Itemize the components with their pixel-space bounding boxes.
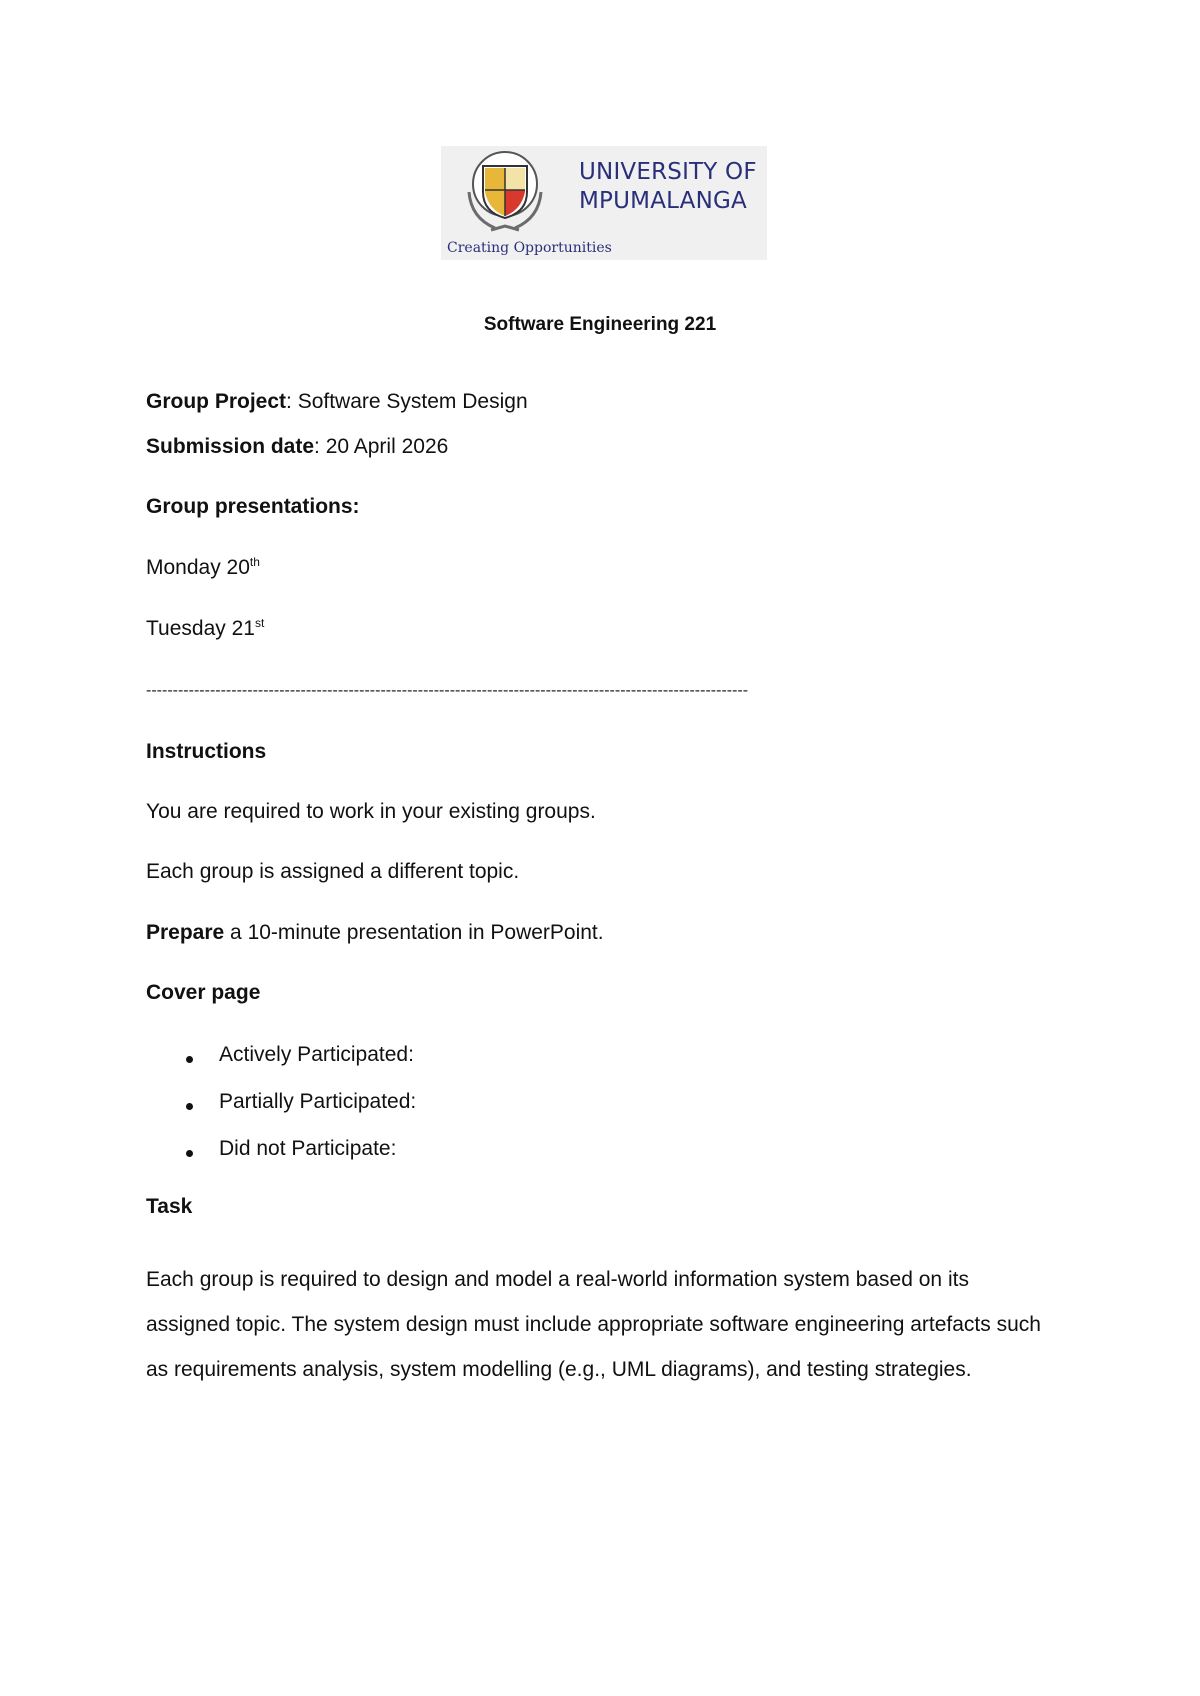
bullet-icon — [186, 1056, 193, 1063]
presentations-heading — [146, 495, 360, 519]
task-heading — [146, 1195, 192, 1219]
submission-date-label: Submission date — [146, 435, 315, 458]
logo-line-2: MPUMALANGA — [579, 188, 747, 214]
submission-date-line — [146, 435, 448, 459]
prepare-rest: a 10-minute presentation in PowerPoint. — [224, 921, 604, 944]
task-heading-text: Task — [146, 1195, 193, 1218]
day-1-suffix: th — [249, 555, 260, 569]
day-1-text: Monday 20 — [146, 556, 250, 579]
day-2-suffix: st — [254, 616, 265, 630]
instruction-line-2: Each group is assigned a different topic. — [146, 860, 520, 883]
group-project-label: Group Project — [146, 390, 287, 413]
prepare-bold: Prepare — [146, 921, 225, 944]
cover-item-did-not: Did not Participate: — [219, 1137, 397, 1160]
cover-page-heading — [146, 981, 260, 1005]
presentation-day-2 — [146, 617, 264, 641]
presentation-day-1 — [146, 556, 260, 580]
bullet-icon — [186, 1150, 193, 1157]
task-paragraph: Each group is required to design and model a real-world information system based on its assigned topic. The system design must include appropriate software engineering artefacts such as requirements analysis, system modelling (e.g., UML diagrams), and testing strategies. — [146, 1268, 1041, 1381]
bullet-icon — [186, 1103, 193, 1110]
logo-line-1: UNIVERSITY OF — [579, 159, 757, 185]
instructions-heading-text: Instructions — [146, 740, 267, 763]
cover-item-partially: Partially Participated: — [219, 1090, 417, 1113]
cover-page-heading-text: Cover page — [146, 981, 261, 1004]
logo-wordmark — [579, 158, 757, 216]
university-logo — [441, 146, 767, 260]
course-title: Software Engineering 221 — [483, 314, 717, 335]
logo-tagline: Creating Opportunities — [447, 240, 612, 256]
presentations-heading-text: Group presentations: — [146, 495, 360, 518]
group-project-value: : Software System Design — [286, 390, 528, 413]
university-crest-icon — [441, 146, 561, 240]
instruction-line-1: You are required to work in your existing groups. — [146, 800, 596, 823]
separator-line: ----------------------------------------------------------------------------------------------------------------- — [146, 682, 749, 699]
day-2-text: Tuesday 21 — [146, 617, 255, 640]
submission-date-value: : 20 April 2026 — [314, 435, 449, 458]
instruction-line-3 — [146, 921, 604, 945]
cover-item-actively: Actively Participated: — [219, 1043, 414, 1066]
instructions-heading — [146, 740, 266, 764]
group-project-line — [146, 390, 528, 414]
